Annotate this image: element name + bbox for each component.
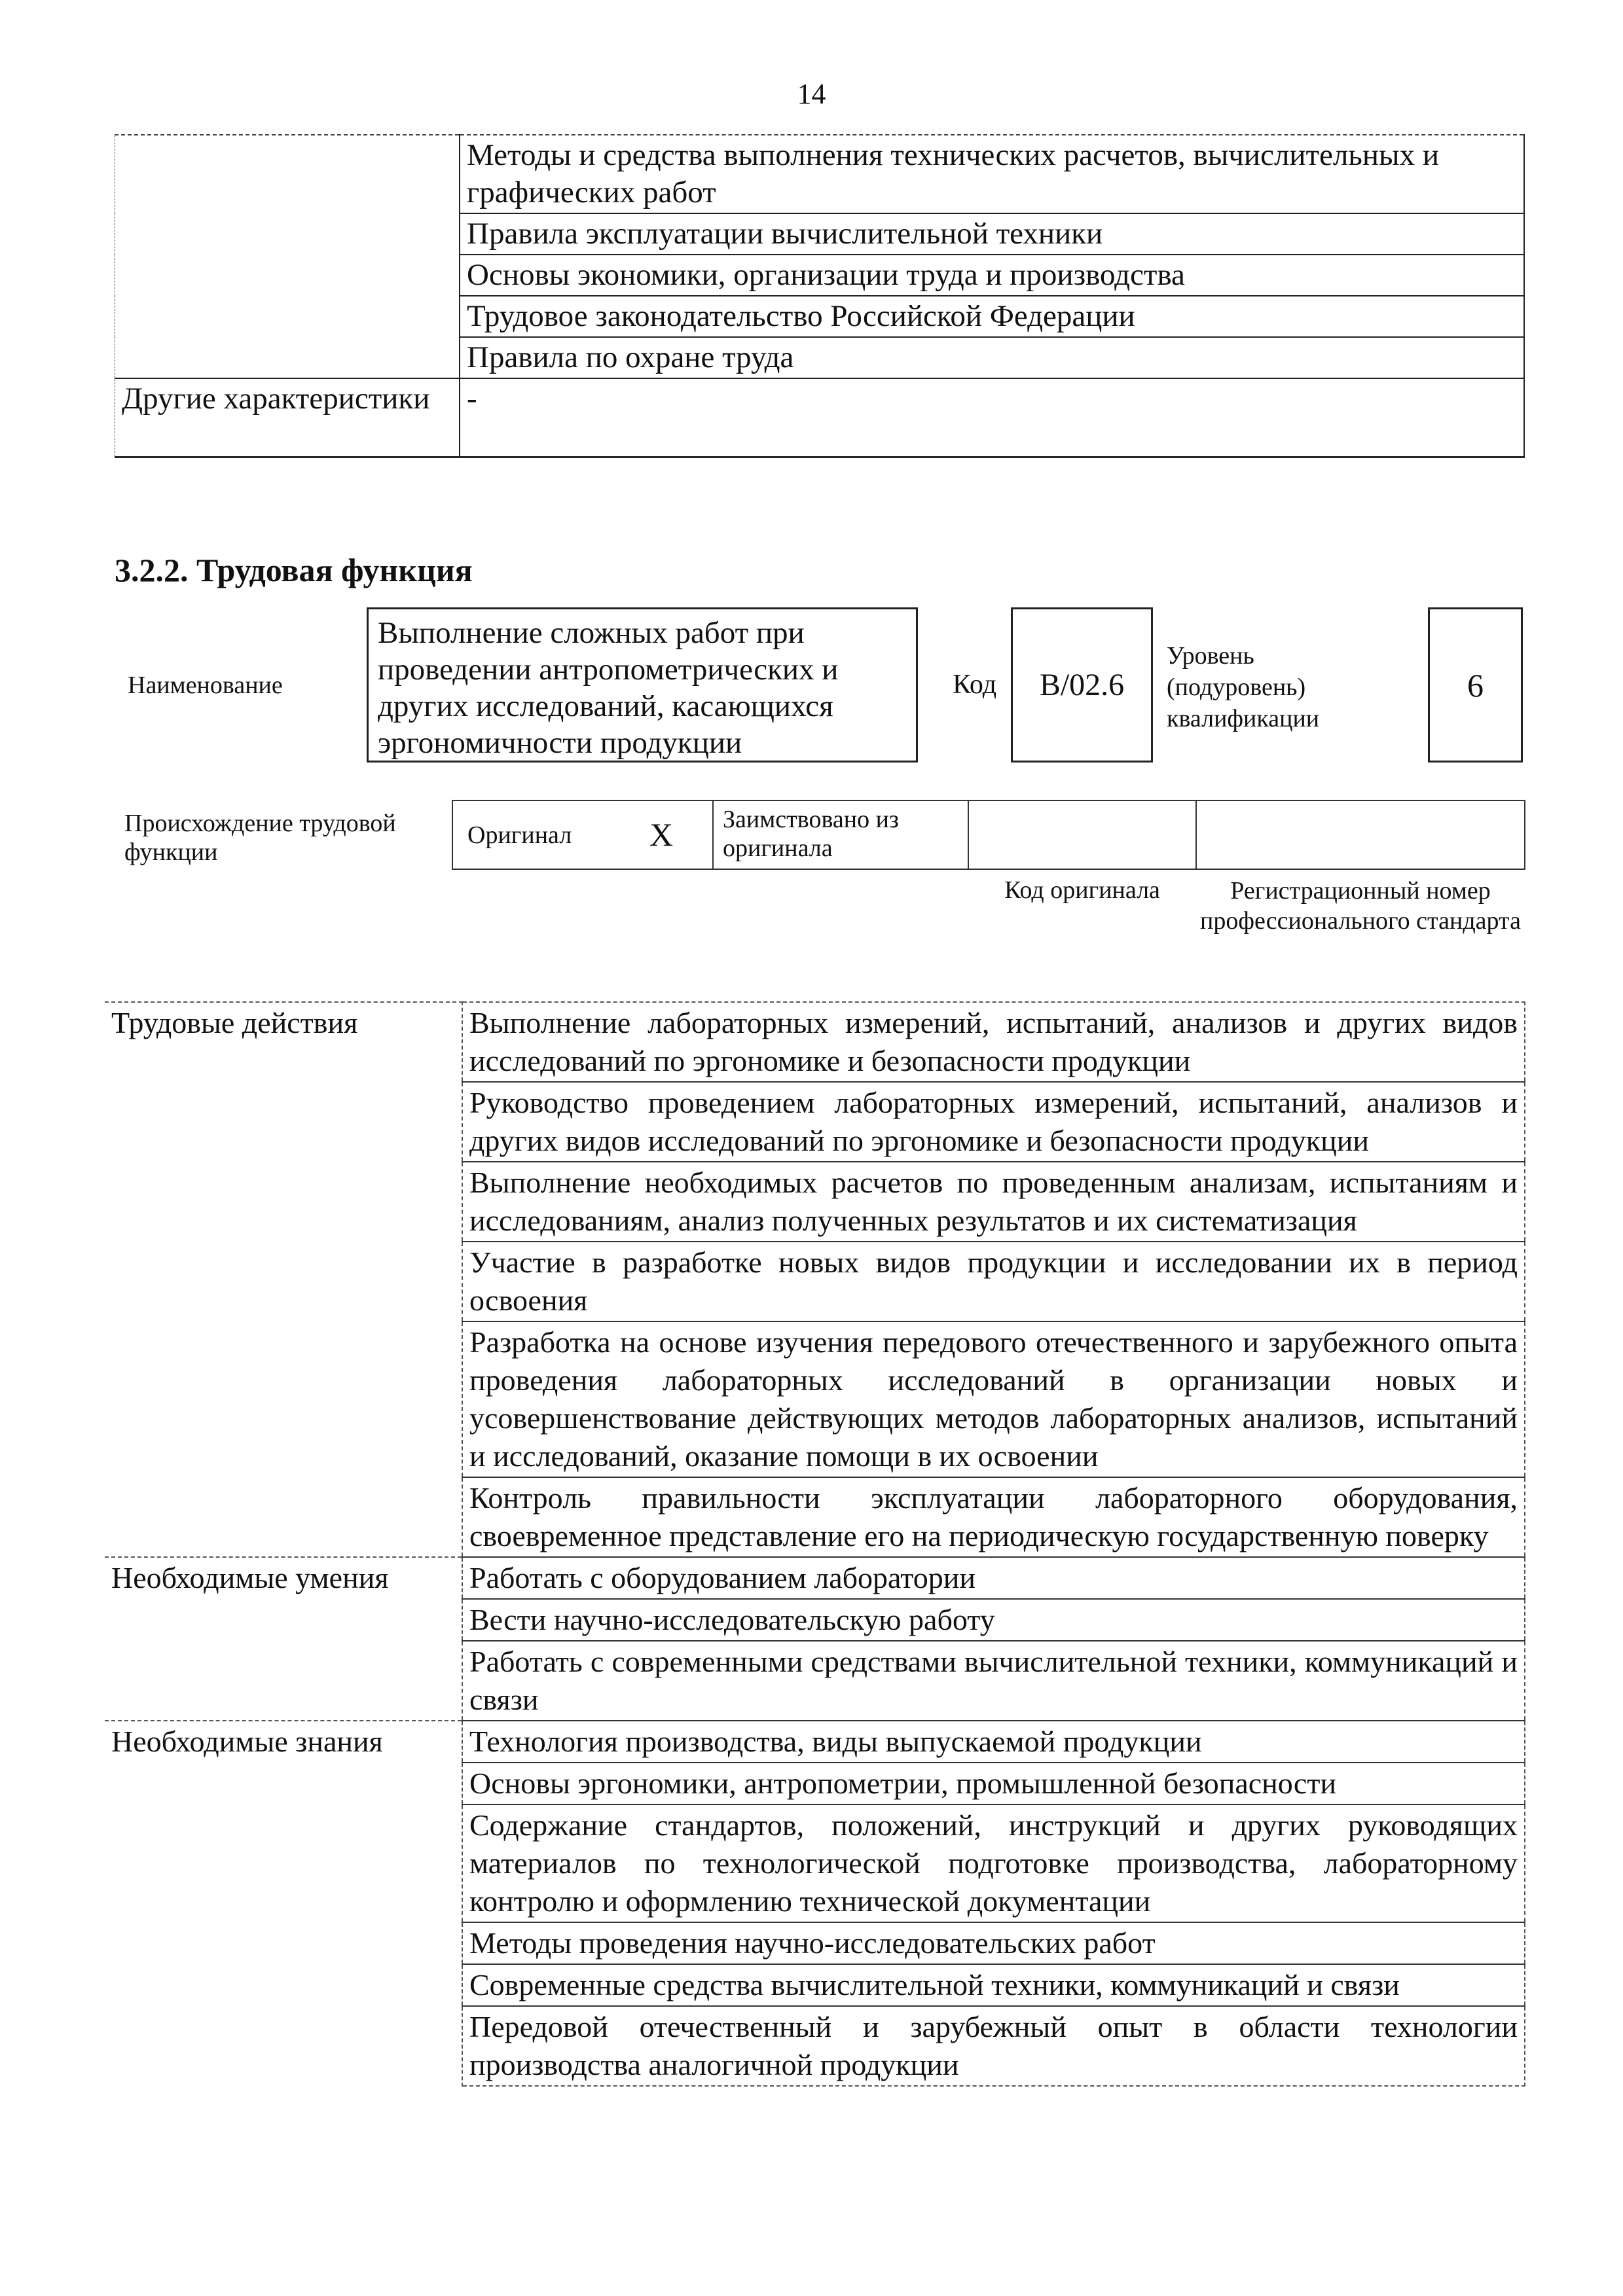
other-characteristics-value: - (460, 378, 1524, 457)
original-cell (452, 800, 714, 870)
function-name-value: Выполнение сложных работ при проведении антропометрических и других исследований, касающихся эргономичности продукции (378, 616, 839, 760)
section-heading: 3.2.2. Трудовая функция (115, 552, 473, 588)
code-box (1011, 607, 1153, 762)
code-label: Код (953, 670, 997, 700)
labor-function-table (105, 1001, 1525, 2087)
level-box (1428, 607, 1523, 762)
skill-item: Работать с оборудованием лаборатории (462, 1557, 1525, 1599)
previous-function-table (115, 134, 1525, 458)
code-original-caption: Код оригинала (1004, 876, 1160, 904)
knowledge-item: Трудовое законодательство Российской Федерации (460, 296, 1524, 337)
knowledge-item: Передовой отечественный и зарубежный опыт в области технологии производства аналогичной продукции (462, 2006, 1525, 2086)
table-row (105, 1557, 1525, 1599)
reg-number-caption: Регистрационный номер профессионального стандарта (1200, 877, 1521, 935)
knowledge-item: Методы и средства выполнения технических расчетов, вычислительных и графических работ (460, 135, 1524, 213)
origin-label: Происхождение трудовой функции (124, 810, 396, 866)
table-row (115, 135, 1525, 213)
knowledge-item: Содержание стандартов, положений, инструкций и других руководящих материалов по технологической подготовке производства, лабораторному контролю и оформлению технической документации (462, 1804, 1525, 1922)
labor-action-item: Выполнение лабораторных измерений, испытаний, анализов и других видов исследований по эргономике и безопасности продукции (462, 1002, 1525, 1082)
knowledge-item: Правила по охране труда (460, 337, 1524, 378)
knowledge-item: Методы проведения научно-исследовательских работ (462, 1922, 1525, 1964)
other-characteristics-label: Другие характеристики (115, 378, 460, 457)
skill-item: Работать с современными средствами вычислительной техники, коммуникаций и связи (462, 1641, 1525, 1721)
knowledge-item: Основы эргономики, антропометрии, промышленной безопасности (462, 1763, 1525, 1804)
labor-action-item: Контроль правильности эксплуатации лабораторного оборудования, своевременное представление его на периодическую государственную поверку (462, 1477, 1525, 1557)
row-label (115, 135, 460, 378)
reg-number-cell (1195, 800, 1525, 870)
labor-action-item: Участие в разработке новых видов продукции и исследовании их в период освоения (462, 1242, 1525, 1321)
borrowed-label: Заимствовано из оригинала (723, 806, 899, 862)
level-label: Уровень (подуровень) квалификации (1167, 642, 1320, 732)
skill-item: Вести научно-исследовательскую работу (462, 1599, 1525, 1641)
page-number: 14 (797, 78, 826, 110)
original-mark: X (649, 816, 674, 853)
name-label: Наименование (128, 672, 283, 699)
table-row (105, 1721, 1525, 1763)
table-row (115, 378, 1525, 457)
table-row (105, 1002, 1525, 1082)
labor-actions-label: Трудовые действия (105, 1002, 462, 1557)
code-original-cell (968, 800, 1197, 870)
labor-action-item: Разработка на основе изучения передового отечественного и зарубежного опыта проведения лабораторных исследований в организации новых и усовершенствование действующих методов лабораторных анализов, испытаний и исследований, оказание помощи в их освоении (462, 1321, 1525, 1477)
knowledge-item: Современные средства вычислительной техники, коммуникаций и связи (462, 1964, 1525, 2006)
original-label: Оригинал (467, 821, 572, 849)
labor-action-item: Выполнение необходимых расчетов по проведенным анализам, испытаниям и исследованиям, анализ полученных результатов и их систематизация (462, 1162, 1525, 1242)
code-value: B/02.6 (1039, 668, 1125, 702)
borrowed-cell (712, 800, 969, 870)
required-knowledge-label: Необходимые знания (105, 1721, 462, 2086)
function-name-box (367, 607, 918, 762)
level-value: 6 (1467, 666, 1484, 704)
required-skills-label: Необходимые умения (105, 1557, 462, 1721)
knowledge-item: Основы экономики, организации труда и производства (460, 255, 1524, 296)
labor-action-item: Руководство проведением лабораторных измерений, испытаний, анализов и других видов исследований по эргономике и безопасности продукции (462, 1082, 1525, 1162)
knowledge-item: Технология производства, виды выпускаемой продукции (462, 1721, 1525, 1763)
knowledge-item: Правила эксплуатации вычислительной техники (460, 213, 1524, 255)
